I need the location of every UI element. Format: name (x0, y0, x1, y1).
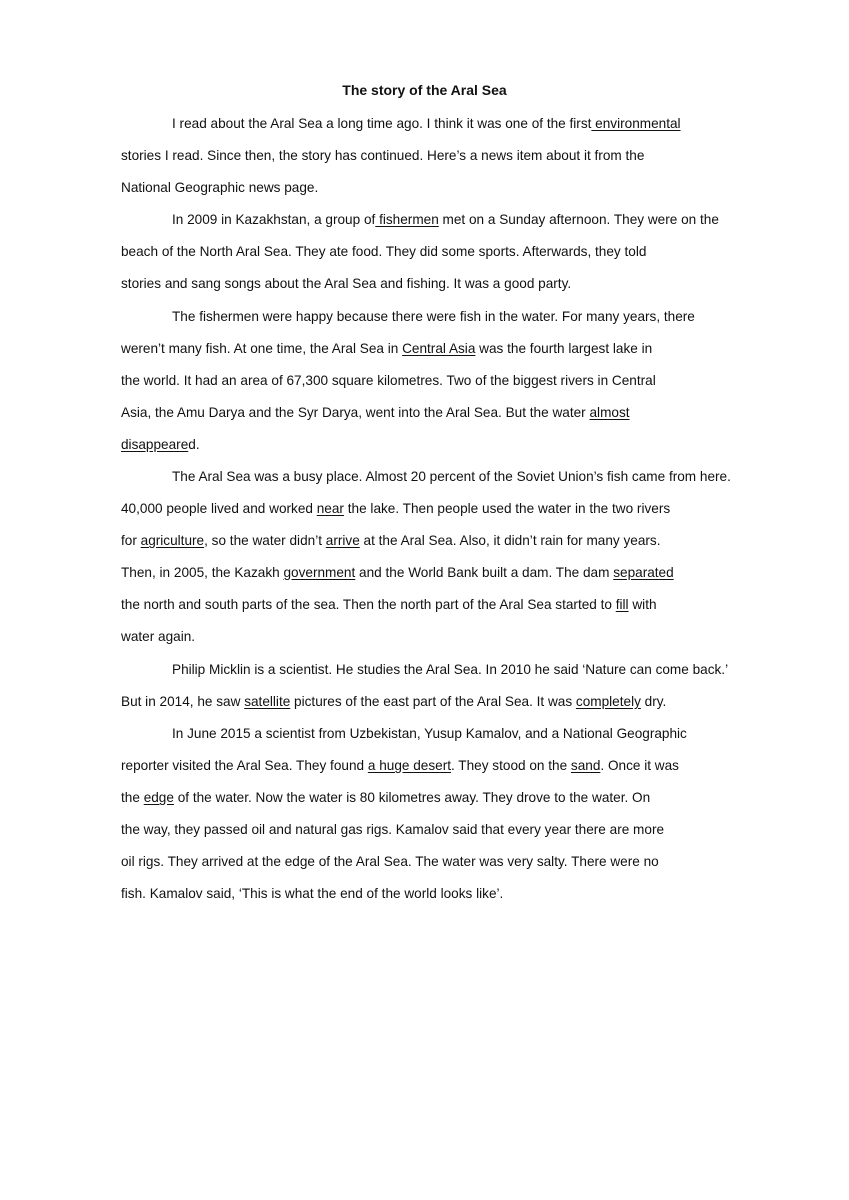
vocab-word-fill: fill (615, 597, 629, 612)
text-run: stories and sang songs about the Aral Sea and fishing. It was a good party. (121, 276, 572, 291)
paragraph-6-line-6 (121, 884, 503, 904)
vocab-word-government: government (283, 565, 356, 580)
text-run: reporter visited the Aral Sea. They found (121, 758, 368, 773)
text-run: , so the water didn’t (204, 533, 326, 548)
text-run: 40,000 people lived and worked (121, 501, 317, 516)
vocab-word-disappeared: disappeare (121, 437, 189, 452)
text-run: Asia, the Amu Darya and the Syr Darya, went into the Aral Sea. But the water (121, 405, 590, 420)
text-run: for (121, 533, 141, 548)
vocab-word-central-asia: Central Asia (402, 341, 476, 356)
paragraph-5-line-1 (172, 660, 728, 680)
paragraph-2-line-1 (172, 210, 719, 230)
text-run: the world. It had an area of 67,300 square kilometres. Two of the biggest rivers in Central (121, 373, 656, 388)
text-run: . Once it was (600, 758, 679, 773)
paragraph-3-line-3 (121, 371, 656, 391)
text-run: fish. Kamalov said, ‘This is what the end of the world looks like’. (121, 886, 504, 901)
vocab-word-almost: almost (589, 405, 630, 420)
vocab-word-separated: separated (613, 565, 674, 580)
text-run: In 2009 in Kazakhstan, a group of (172, 212, 376, 227)
text-run: Then, in 2005, the Kazakh (121, 565, 284, 580)
text-run: d. (188, 437, 200, 452)
paragraph-3-line-4 (121, 403, 630, 423)
vocab-word-satellite: satellite (244, 694, 291, 709)
paragraph-2-line-2 (121, 242, 646, 262)
paragraph-3-line-2 (121, 339, 652, 359)
text-run: The fishermen were happy because there were fish in the water. For many years, there (172, 309, 695, 324)
paragraph-4-line-4 (121, 563, 674, 583)
paragraph-5-line-2 (121, 692, 666, 712)
vocab-word-sand: sand (570, 758, 601, 773)
text-run: water again. (121, 629, 196, 644)
text-run: weren’t many fish. At one time, the Aral Sea in (121, 341, 403, 356)
text-run: the lake. Then people used the water in the two rivers (343, 501, 671, 516)
paragraph-1-line-2 (121, 146, 644, 166)
text-run: The Aral Sea was a busy place. Almost 20 percent of the Soviet Union’s fish came from here. (172, 469, 731, 484)
paragraph-3-line-1 (172, 307, 695, 327)
text-run: . They stood on the (451, 758, 571, 773)
text-run: beach of the North Aral Sea. They ate food. They did some sports. Afterwards, they told (121, 244, 647, 259)
text-run: stories I read. Since then, the story has continued. Here’s a news item about it from the (121, 148, 645, 163)
vocab-word-edge: edge (143, 790, 174, 805)
vocab-word-environmental: environmental (591, 116, 681, 131)
vocab-word-fishermen: fishermen (375, 212, 439, 227)
paragraph-6-line-3 (121, 788, 650, 808)
text-run: pictures of the east part of the Aral Sea. It was (290, 694, 576, 709)
text-run: met on a Sunday afternoon. They were on the (438, 212, 719, 227)
text-run: I read about the Aral Sea a long time ago. I think it was one of the first (172, 116, 592, 131)
paragraph-6-line-1 (172, 724, 687, 744)
paragraph-1-line-1 (172, 114, 681, 134)
text-run: the way, they passed oil and natural gas rigs. Kamalov said that every year there are more (121, 822, 665, 837)
text-run: the north and south parts of the sea. Then the north part of the Aral Sea started to (121, 597, 616, 612)
text-run: of the water. Now the water is 80 kilometres away. They drove to the water. On (173, 790, 651, 805)
vocab-word-agriculture: agriculture (140, 533, 205, 548)
paragraph-6-line-5 (121, 852, 659, 872)
text-run: at the Aral Sea. Also, it didn’t rain for many years. (359, 533, 661, 548)
paragraph-3-line-5 (121, 435, 200, 455)
vocab-word-near: near (316, 501, 344, 516)
vocab-word-a-huge-desert: a huge desert (367, 758, 451, 773)
text-run: But in 2014, he saw (121, 694, 245, 709)
vocab-word-completely: completely (575, 694, 641, 709)
paragraph-4-line-2 (121, 499, 670, 519)
paragraph-4-line-6 (121, 627, 195, 647)
text-run: and the World Bank built a dam. The dam (355, 565, 614, 580)
text-run: oil rigs. They arrived at the edge of the Aral Sea. The water was very salty. There were no (121, 854, 659, 869)
document-title: The story of the Aral Sea (342, 82, 507, 98)
text-run: In June 2015 a scientist from Uzbekistan, Yusup Kamalov, and a National Geographic (172, 726, 687, 741)
text-run: with (628, 597, 657, 612)
paragraph-4-line-3 (121, 531, 661, 551)
paragraph-6-line-2 (121, 756, 679, 776)
text-run: Philip Micklin is a scientist. He studies the Aral Sea. In 2010 he said ‘Nature can come back.’ (172, 662, 729, 677)
paragraph-4-line-5 (121, 595, 657, 615)
text-run: National Geographic news page. (121, 180, 319, 195)
text-run: was the fourth largest lake in (475, 341, 653, 356)
vocab-word-arrive: arrive (325, 533, 360, 548)
paragraph-6-line-4 (121, 820, 664, 840)
paragraph-4-line-1 (172, 467, 731, 487)
text-run: the (121, 790, 144, 805)
paragraph-1-line-3 (121, 178, 318, 198)
text-run: dry. (640, 694, 667, 709)
paragraph-2-line-3 (121, 274, 571, 294)
